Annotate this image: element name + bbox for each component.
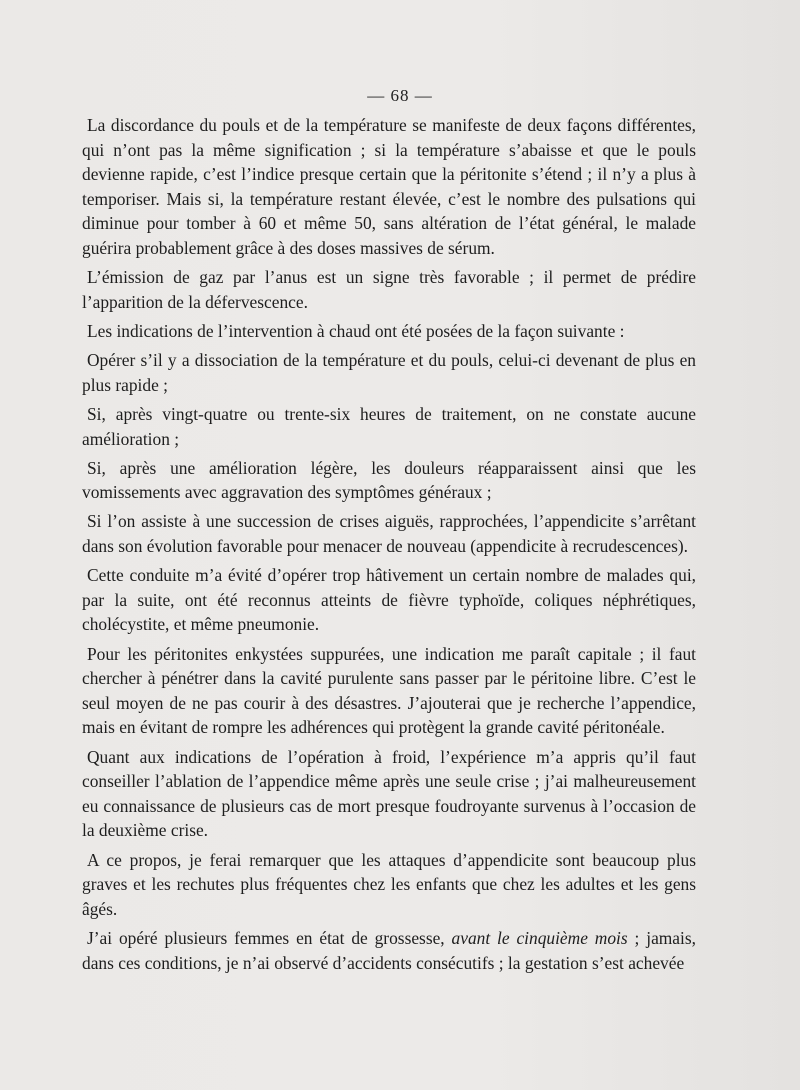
body-text [82,113,696,980]
paragraph: Quant aux indications de l’opération à froid, l’expérience m’a appris qu’il faut conseiller l’ablation de l’appendice même après une seule crise ; j’ai malheureusement eu connaissance de plusieurs cas de mort presque foudroyante survenus à l’occasion de la deuxième crise. [82,746,696,841]
paragraph: Si, après une amélioration légère, les douleurs réapparaissent ainsi que les vomissements avec aggravation des symptômes généraux ; [82,457,696,503]
paragraph-last-end: ; jamais, dans ces conditions, je n’ai observé d’accidents consécutifs ; la gestation s’est achevée [82,927,696,973]
paragraph: L’émission de gaz par l’anus est un signe très favorable ; il permet de prédire l’apparition de la défervescence. [82,267,696,312]
paragraph: Si l’on assiste à une succession de crises aiguës, rapprochées, l’appendicite s’arrêtant dans son évolution favorable pour menacer de nouveau (appendicite à recrudescences). [82,511,696,557]
paragraph: Pour les péritonites enkystées suppurées, une indication me paraît capitale ; il faut chercher à pénétrer dans la cavité purulente sans passer par le péritoine libre. C’est le seul moyen de ne pas courir à des désastres. J’ajouterai que je recherche l’appendice, mais en évitant de rompre les adhérences qui protègent la grande cavité péritonéale. [82,643,696,738]
paragraph-last [82,926,696,975]
paragraph-last-start: J’ai opéré plusieurs femmes en état de grossesse, [87,927,452,948]
paragraph: Les indications de l’intervention à chaud ont été posées de la façon suivante : [87,320,625,341]
paragraph: Cette conduite m’a évité d’opérer trop hâtivement un certain nombre de malades qui, par la suite, ont été reconnus atteints de fièvre typhoïde, coliques néphrétiques, cholécystite, et même pneumonie. [82,565,696,635]
paragraph: A ce propos, je ferai remarquer que les attaques d’appendicite sont beaucoup plus graves et les rechutes plus fréquentes chez les enfants que chez les adultes et les gens âgés. [82,849,696,919]
paragraph: Opérer s’il y a dissociation de la température et du pouls, celui-ci devenant de plus en plus rapide ; [82,350,696,395]
page-number: — 68 — [367,86,433,105]
italic-phrase: avant le cinquième mois [451,927,628,948]
paragraph: La discordance du pouls et de la température se manifeste de deux façons différentes, qui n’ont pas la même signification ; si la température s’abaisse et que le pouls devienne rapide, c’est l’indice presque certain que la péritonite s’étend ; il n’y a plus à temporiser. Mais si, la température restant élevée, c’est le nombre des pulsations qui diminue pour tomber à 60 et même 50, sans altération de l’état général, le malade guérira probablement grâce à des doses massives de sérum. [82,115,696,258]
paragraph: Si, après vingt-quatre ou trente-six heures de traitement, on ne constate aucune amélioration ; [82,403,696,449]
